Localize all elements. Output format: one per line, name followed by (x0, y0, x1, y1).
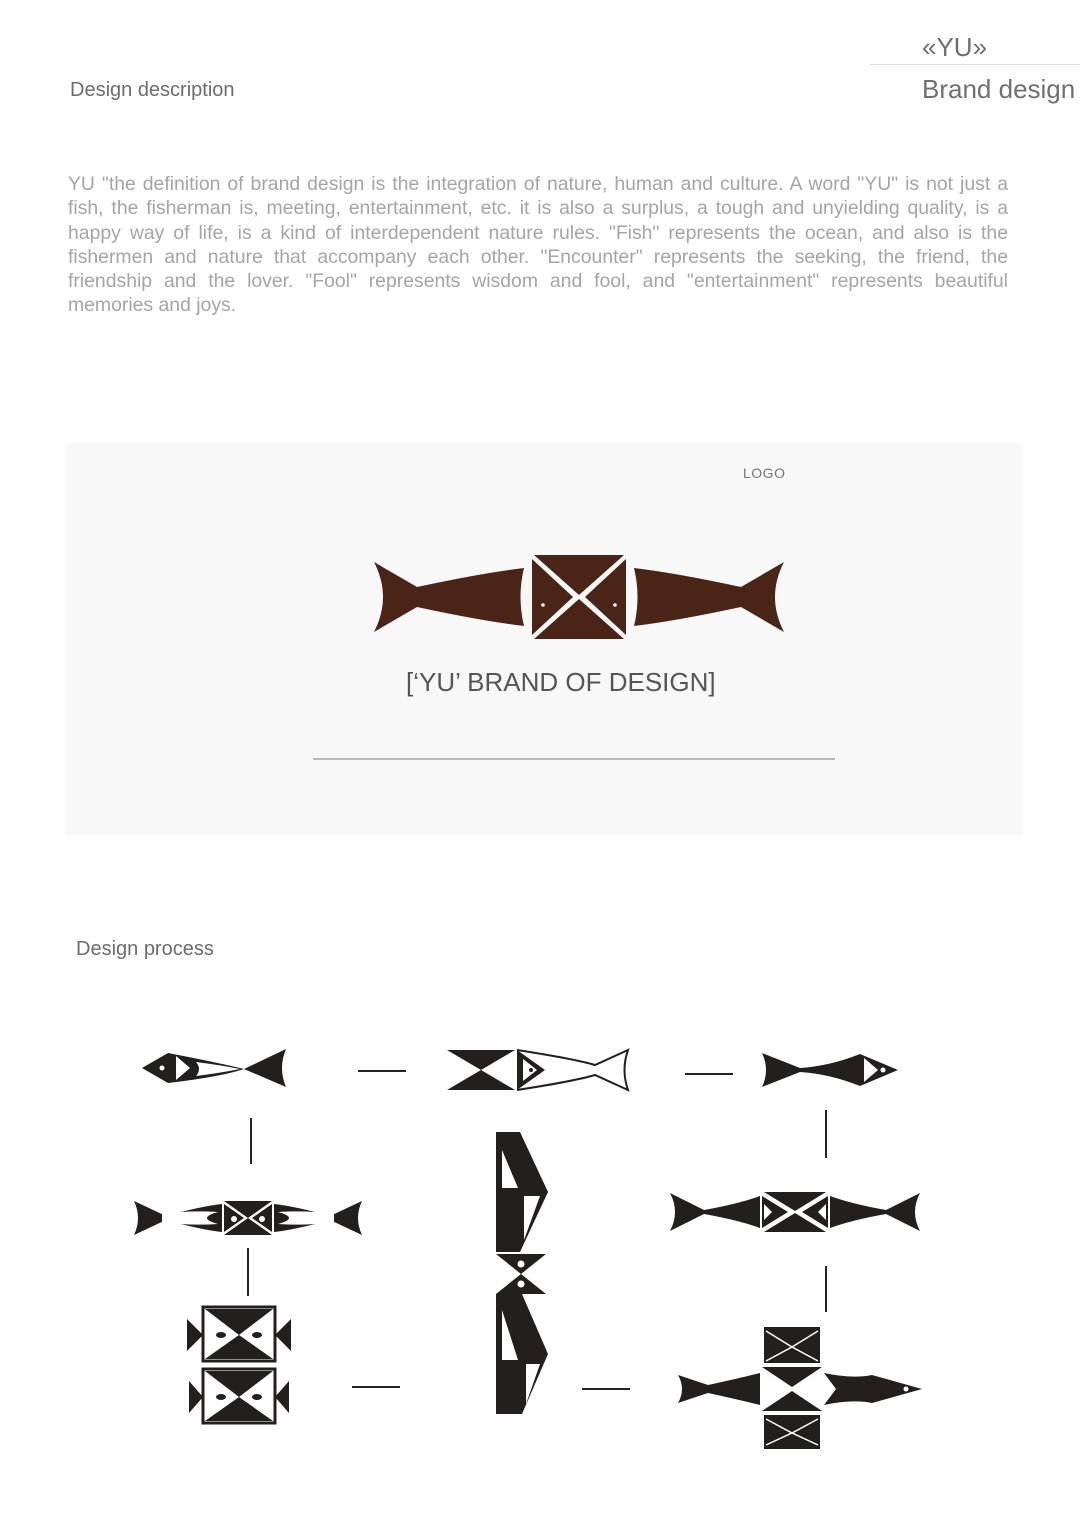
brand-divider (870, 64, 1080, 65)
design-process-heading: Design process (76, 938, 214, 960)
connector-line (685, 1073, 733, 1075)
logo-brand-name: [‘YU’ BRAND OF DESIGN] (406, 667, 716, 697)
brand-title: Brand design (922, 74, 1076, 104)
connector-line (582, 1388, 630, 1390)
design-description-heading: Design description (70, 79, 235, 101)
process-step-vertical-fish-column (494, 1130, 552, 1415)
yu-fish-logo (372, 555, 786, 639)
process-step-stacked-fish-squares (185, 1305, 293, 1425)
connector-line (358, 1070, 406, 1072)
brand-code: «YU» (922, 32, 988, 62)
connector-line (825, 1266, 827, 1312)
process-step-fish-cross-final (676, 1325, 924, 1451)
connector-line (352, 1386, 400, 1388)
connector-line (825, 1110, 827, 1158)
design-process-diagram (0, 1020, 1080, 1480)
logo-panel (65, 443, 1023, 835)
process-step-fish-pair-with-block (132, 1198, 364, 1238)
process-step-small-fish-right (760, 1050, 900, 1090)
connector-line (247, 1248, 249, 1296)
brand-header (870, 30, 1080, 110)
process-step-single-fish-left (140, 1045, 288, 1091)
process-step-fish-with-triangle-block (445, 1047, 630, 1093)
logo-divider (313, 758, 835, 760)
design-description-text: YU "the definition of brand design is the integration of nature, human and culture. A word "YU" is not just a fish, the fisherman is, meeting, entertainment, etc. it is also a surplus, a tough and unyielding quality, is a happy way of life, is a kind of interdependent nature rules. "Fish" represents the ocean, and also is the fishermen and nature that accompany each other. "Encounter" represents the seeking, the friend, the friendship and the lover. "Fool" represents wisdom and fool, and "entertainment" represents beautiful memories and joys. (68, 173, 1008, 317)
process-step-mirrored-fish-pair (668, 1190, 922, 1234)
logo-caption: LOGO (743, 465, 786, 481)
connector-line (250, 1118, 252, 1164)
